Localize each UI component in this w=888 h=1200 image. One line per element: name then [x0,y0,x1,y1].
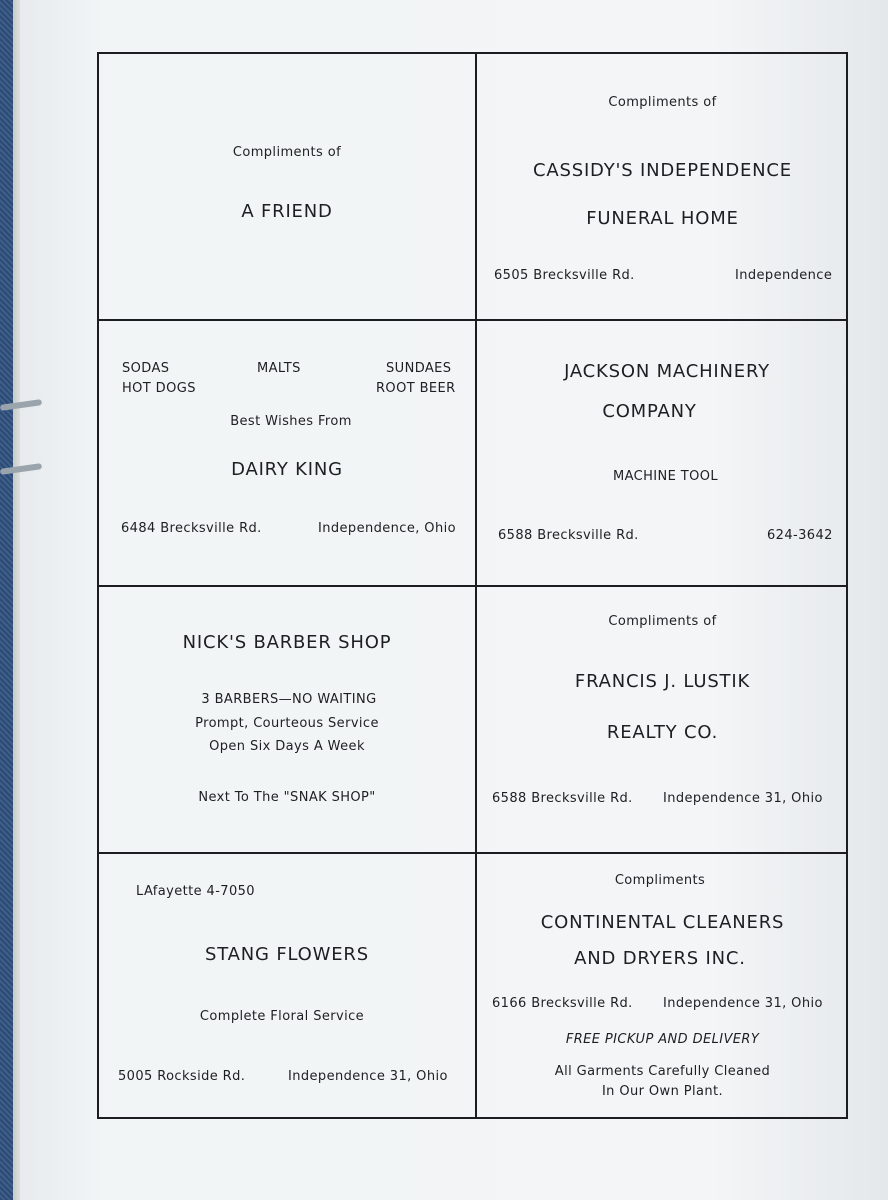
city: Independence 31, Ohio [663,791,823,806]
address: 6588 Brecksville Rd. [492,791,633,806]
advertiser-name-line2: AND DRYERS INC. [574,948,746,969]
grid-divider-row-1 [97,319,848,321]
compliments-label: Compliments [614,873,706,888]
description-line2: Prompt, Courteous Service [195,716,379,731]
tagline: MACHINE TOOL [612,469,719,484]
advertiser-name-line1: JACKSON MACHINERY [564,361,770,382]
description-line3: Open Six Days A Week [209,739,365,754]
advertiser-name-line1: FRANCIS J. LUSTIK [574,671,751,692]
advertiser-name-line2: COMPANY [602,401,697,422]
advertiser-name: DAIRY KING [231,459,343,480]
advertiser-name-line2: FUNERAL HOME [586,208,739,229]
advertiser-name: A FRIEND [241,201,333,222]
location: Next To The "SNAK SHOP" [198,790,376,805]
service-note: FREE PICKUP AND DELIVERY [565,1032,760,1047]
compliments-label: Compliments of [608,95,717,110]
advertiser-name-line1: CONTINENTAL CLEANERS [540,912,785,933]
city: Independence, Ohio [318,521,456,536]
city: Independence 31, Ohio [663,996,823,1011]
menu-item-hot-dogs: HOT DOGS [122,381,196,396]
menu-item-sodas: SODAS [122,361,170,376]
city: Independence [735,268,833,283]
advertiser-name: STANG FLOWERS [205,944,369,965]
tagline: Complete Floral Service [199,1009,365,1024]
menu-item-sundaes: SUNDAES [386,361,452,376]
address: 6505 Brecksville Rd. [494,268,635,283]
advertiser-name-line1: CASSIDY'S INDEPENDENCE [533,160,792,181]
menu-item-root-beer: ROOT BEER [376,381,456,396]
advertiser-name-line2: REALTY CO. [606,722,719,743]
advertiser-name: NICK'S BARBER SHOP [182,632,392,653]
address: 6166 Brecksville Rd. [492,996,633,1011]
description-line1: 3 BARBERS—NO WAITING [201,692,377,707]
note-line2: In Our Own Plant. [601,1084,724,1099]
greeting: Best Wishes From [230,414,352,429]
phone-number: LAfayette 4-7050 [136,884,255,899]
grid-divider-row-3 [97,852,848,854]
city: Independence 31, Ohio [288,1069,448,1084]
book-binding [0,0,13,1200]
menu-item-malts: MALTS [257,361,301,376]
address: 6484 Brecksville Rd. [121,521,262,536]
compliments-label: Compliments of [608,614,717,629]
phone-number: 624-3642 [767,528,833,543]
compliments-label: Compliments of [232,145,342,160]
address: 6588 Brecksville Rd. [498,528,639,543]
note-line1: All Garments Carefully Cleaned [554,1064,771,1079]
grid-divider-row-2 [97,585,848,587]
address: 5005 Rockside Rd. [118,1069,246,1084]
